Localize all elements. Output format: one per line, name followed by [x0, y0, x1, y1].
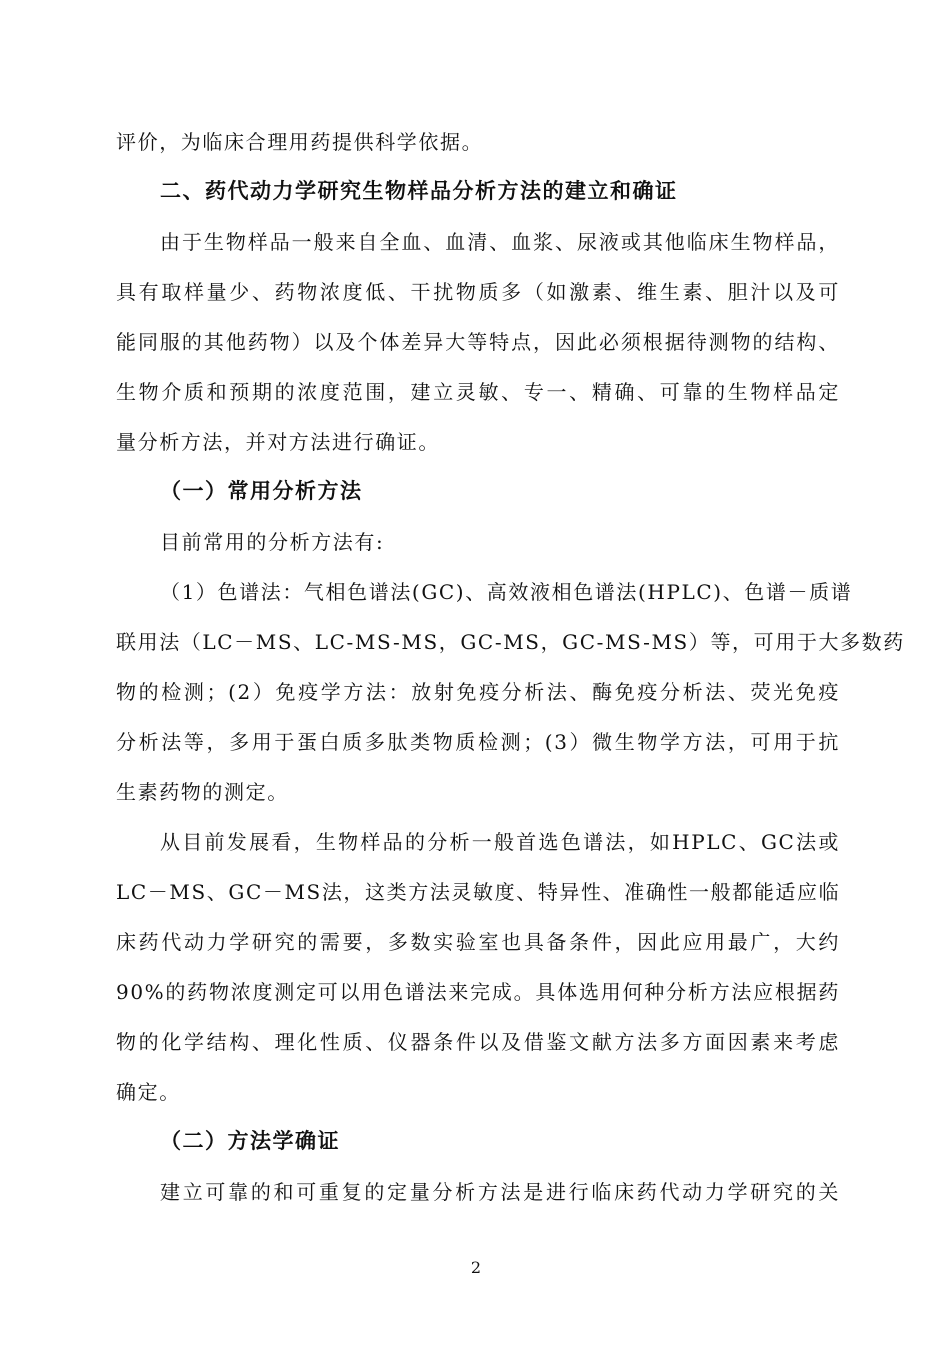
text-line: 床药代动力学研究的需要，多数实验室也具备条件，因此应用最广，大约 [116, 930, 840, 954]
text-line: 具有取样量少、药物浓度低、干扰物质多（如激素、维生素、胆汁以及可 [116, 280, 840, 304]
text-line: 目前常用的分析方法有: [160, 530, 385, 554]
page-number: 2 [470, 1258, 482, 1277]
text-line: 生素药物的测定。 [116, 780, 289, 804]
text-line: 确定。 [116, 1080, 181, 1104]
text-line: 量分析方法，并对方法进行确证。 [116, 430, 440, 454]
text-line: 由于生物样品一般来自全血、血清、血浆、尿液或其他临床生物样品， [160, 230, 840, 254]
section-heading: 二、药代动力学研究生物样品分析方法的建立和确证 [160, 179, 678, 203]
text-line: （1）色谱法：气相色谱法(GC)、高效液相色谱法(HPLC)、色谱－质谱 [160, 580, 853, 604]
text-line: 物的化学结构、理化性质、仪器条件以及借鉴文献方法多方面因素来考虑 [116, 1030, 840, 1054]
text-line: 评价，为临床合理用药提供科学依据。 [116, 130, 484, 154]
text-line: 分析法等，多用于蛋白质多肽类物质检测；(3）微生物学方法，可用于抗 [116, 730, 840, 754]
text-line: 联用法（LC－MS、LC-MS-MS，GC-MS，GC-MS-MS）等，可用于大多数药 [116, 630, 905, 654]
text-line: LC－MS、GC－MS法，这类方法灵敏度、特异性、准确性一般都能适应临 [116, 880, 841, 904]
text-line: 90%的药物浓度测定可以用色谱法来完成。具体选用何种分析方法应根据药 [116, 980, 840, 1004]
text-line: 从目前发展看，生物样品的分析一般首选色谱法，如HPLC、GC法或 [160, 830, 840, 854]
subsection-heading: （二）方法学确证 [160, 1129, 340, 1153]
subsection-heading: （一）常用分析方法 [160, 479, 363, 503]
text-line: 建立可靠的和可重复的定量分析方法是进行临床药代动力学研究的关 [160, 1180, 840, 1204]
text-line: 物的检测；(2）免疫学方法：放射免疫分析法、酶免疫分析法、荧光免疫 [116, 680, 840, 704]
text-line: 能同服的其他药物）以及个体差异大等特点，因此必须根据待测物的结构、 [116, 330, 840, 354]
text-line: 生物介质和预期的浓度范围，建立灵敏、专一、精确、可靠的生物样品定 [116, 380, 840, 404]
